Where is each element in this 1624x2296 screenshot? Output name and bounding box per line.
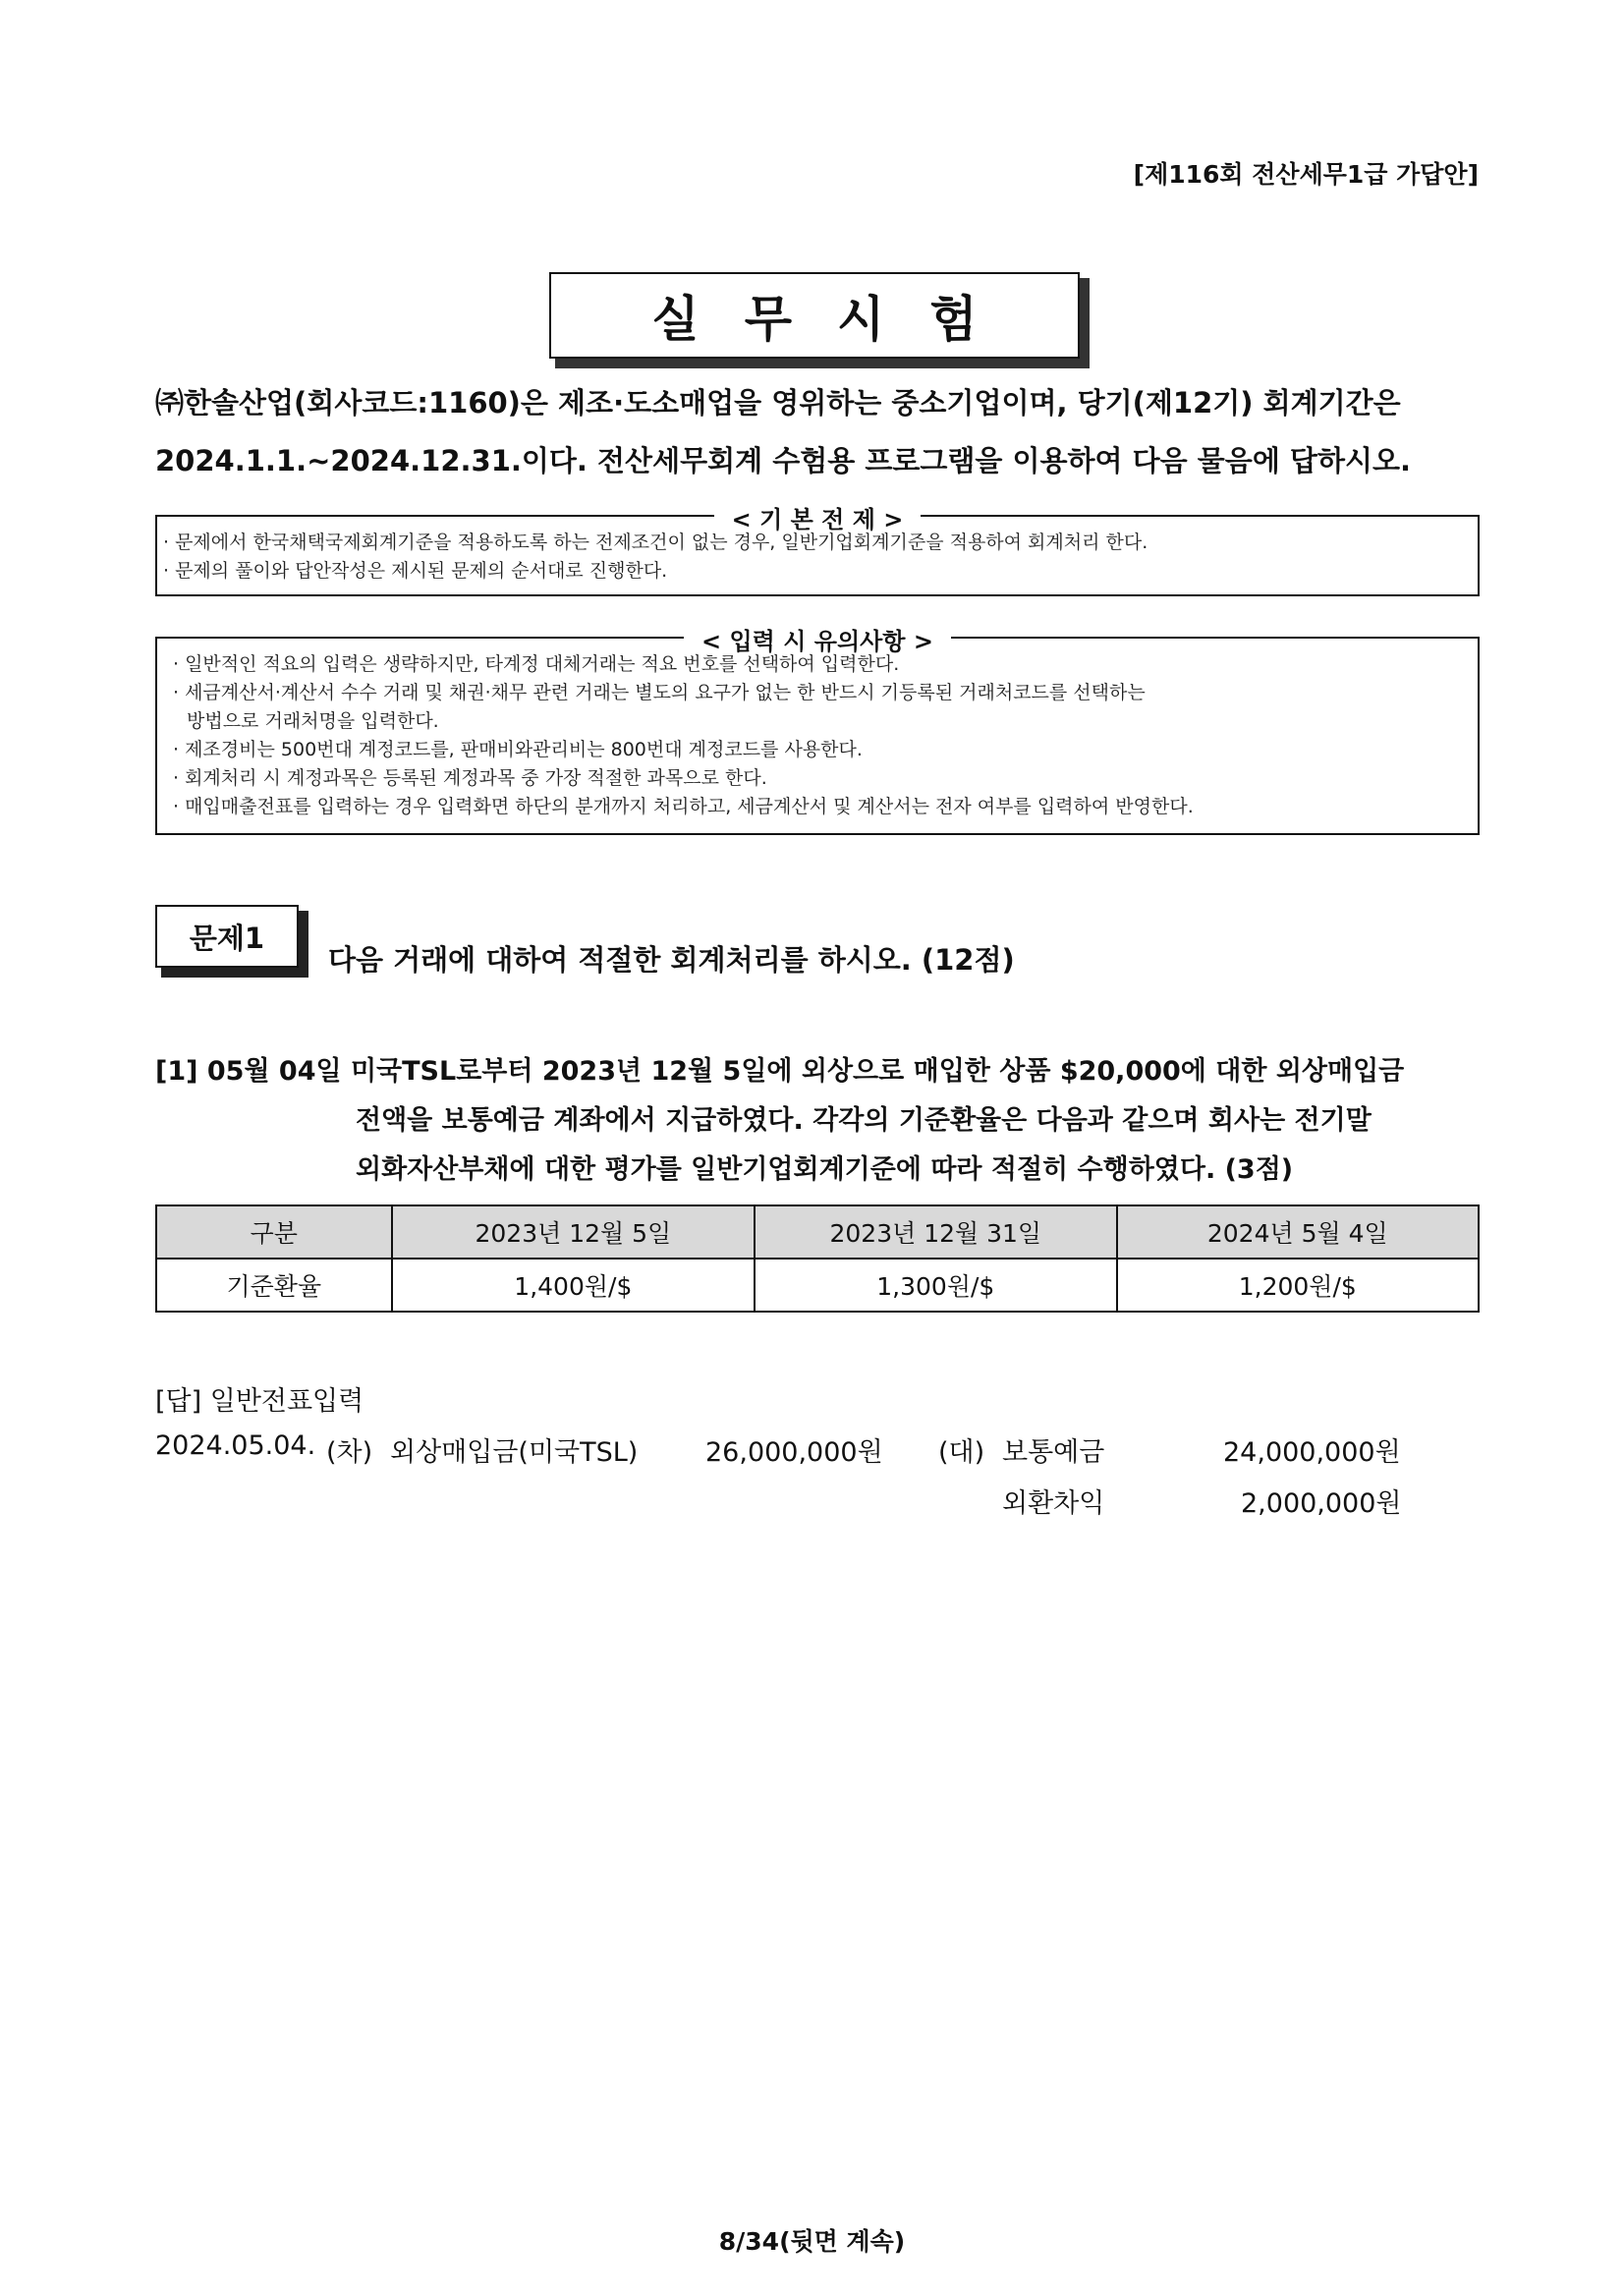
premise-box bbox=[155, 506, 1480, 596]
debit-mark: (차) bbox=[326, 1437, 373, 1468]
notes-box bbox=[155, 628, 1480, 835]
title-box bbox=[549, 272, 1084, 363]
table-header-cell: 구분 bbox=[156, 1205, 392, 1259]
table-cell: 1,400원/$ bbox=[392, 1259, 755, 1312]
page-footer: 8/34(뒷면 계속) bbox=[718, 2227, 906, 2256]
intro-line-2: 2024.1.1.~2024.12.31.이다. 전산세무회계 수험용 프로그램을 이용하여 다음 물음에 답하시오. bbox=[155, 444, 1412, 477]
notes-line: · 일반적인 적요의 입력은 생략하지만, 타계정 대체거래는 적요 번호를 선택하여 입력한다. bbox=[173, 653, 900, 675]
exam-header-tag: [제116회 전산세무1급 가답안] bbox=[1133, 160, 1479, 189]
credit-amount-2: 2,000,000원 bbox=[1241, 1488, 1402, 1519]
notes-line: · 매입매출전표를 입력하는 경우 입력화면 하단의 분개까지 처리하고, 세금계산서 및 계산서는 전자 여부를 입력하여 반영한다. bbox=[173, 796, 1194, 817]
table-header-cell: 2023년 12월 5일 bbox=[392, 1205, 755, 1259]
question-label: 문제1 bbox=[155, 905, 299, 968]
premise-line: · 문제에서 한국채택국제회계기준을 적용하도록 하는 전제조건이 없는 경우, 일반기업회계기준을 적용하여 회계처리 한다. bbox=[163, 532, 1148, 553]
question-label-box bbox=[155, 905, 305, 974]
credit-mark: (대) bbox=[938, 1437, 985, 1468]
exchange-rate-table bbox=[155, 1204, 1480, 1313]
debit-account: 외상매입금(미국TSL) bbox=[390, 1437, 639, 1468]
problem-line-1: [1] 05월 04일 미국TSL로부터 2023년 12월 5일에 외상으로 매입한 상품 $20,000에 대한 외상매입금 bbox=[155, 1056, 1405, 1087]
notes-title: < 입력 시 유의사항 > bbox=[684, 628, 951, 655]
problem-line-3: 외화자산부채에 대한 평가를 일반기업회계기준에 따라 적절히 수행하였다. (3점) bbox=[356, 1154, 1294, 1185]
premise-line: · 문제의 풀이와 답안작성은 제시된 문제의 순서대로 진행한다. bbox=[163, 560, 668, 582]
question-text: 다음 거래에 대하여 적절한 회계처리를 하시오. (12점) bbox=[328, 943, 1015, 977]
credit-amount-1: 24,000,000원 bbox=[1223, 1437, 1401, 1468]
problem-line-2: 전액을 보통예금 계좌에서 지급하였다. 각각의 기준환율은 다음과 같으며 회사는 전기말 bbox=[356, 1105, 1372, 1136]
notes-line: · 회계처리 시 계정과목은 등록된 계정과목 중 가장 적절한 과목으로 한다. bbox=[173, 767, 767, 789]
premise-title: < 기 본 전 제 > bbox=[714, 506, 922, 533]
answer-date: 2024.05.04. bbox=[155, 1430, 316, 1461]
table-cell: 1,200원/$ bbox=[1117, 1259, 1479, 1312]
credit-account-2: 외환차익 bbox=[1002, 1488, 1105, 1519]
debit-amount: 26,000,000원 bbox=[705, 1437, 883, 1468]
table-header-cell: 2024년 5월 4일 bbox=[1117, 1205, 1479, 1259]
notes-line: 방법으로 거래처명을 입력한다. bbox=[187, 710, 439, 732]
intro-line-1: ㈜한솔산업(회사코드:1160)은 제조·도소매업을 영위하는 중소기업이며, 당기(제12기) 회계기간은 bbox=[155, 386, 1401, 420]
table-header-cell: 2023년 12월 31일 bbox=[755, 1205, 1116, 1259]
table-cell: 기준환율 bbox=[156, 1259, 392, 1312]
answer-heading: [답] 일반전표입력 bbox=[155, 1386, 364, 1417]
table-header-row bbox=[156, 1205, 1479, 1259]
table-row bbox=[156, 1259, 1479, 1312]
notes-line: · 제조경비는 500번대 계정코드를, 판매비와관리비는 800번대 계정코드를 사용한다. bbox=[173, 739, 863, 760]
notes-line: · 세금계산서·계산서 수수 거래 및 채권·채무 관련 거래는 별도의 요구가 없는 한 반드시 기등록된 거래처코드를 선택하는 bbox=[173, 682, 1146, 703]
table-cell: 1,300원/$ bbox=[755, 1259, 1116, 1312]
credit-account-1: 보통예금 bbox=[1002, 1437, 1105, 1468]
page-title: 실무시험 bbox=[549, 272, 1080, 359]
